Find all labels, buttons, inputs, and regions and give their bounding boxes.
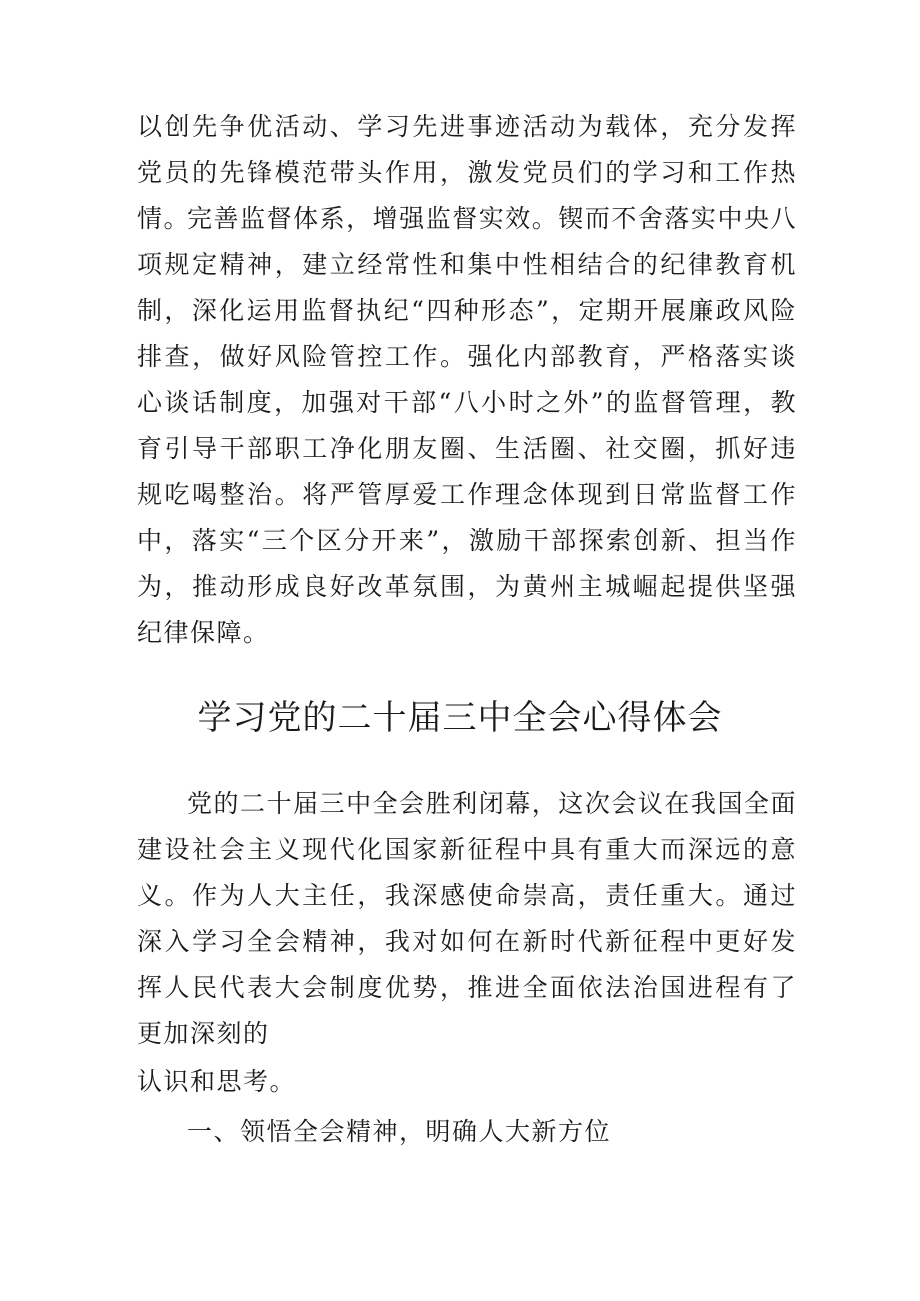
article-title: 学习党的二十届三中全会心得体会 — [197, 698, 723, 738]
continuation-paragraph-2: 完善监督体系，增强监督实效。锲而不舍落实中央八项规定精神，建立经常性和集中性相结合的纪律教育机制，深化运用监督执纪“四种形态”，定期开展廉政风险排查，做好风险管控工作。强化内部教育，严格落实谈心谈话制度，加强对干部“八小时之外”的监督管理，教育引导干部职工净化朋友圈、生活圈、社交圈，抓好违规吃喝整治。将严管厚爱工作理念体现到日常监督工作中，落实“三个区分开来”，激励干部探索创新、担当作为，推动形成良好改革氛围，为黄州主城崛起提供坚强纪律保障。 — [137, 204, 797, 647]
section-heading-1: 一、领悟全会精神，明确人大新方位 — [187, 1117, 612, 1146]
continuation-paragraph-1: 以创先争优活动、学习先进事迹活动为载体，充分发挥党员的先锋模范带头作用，激发党员们的学习和工作热情。 — [137, 112, 797, 233]
article-paragraph-1: 党的二十届三中全会胜利闭幕，这次会议在我国全面建设社会主义现代化国家新征程中具有重大而深远的意义。作为人大主任，我深感使命崇高，责任重大。通过深入学习全会精神，我对如何在新时代新征程中更好发挥人民代表大会制度优势，推进全面依法治国进程有了更加深刻的 — [137, 789, 797, 1048]
article-paragraph-1-tail: 认识和思考。 — [137, 1067, 297, 1096]
